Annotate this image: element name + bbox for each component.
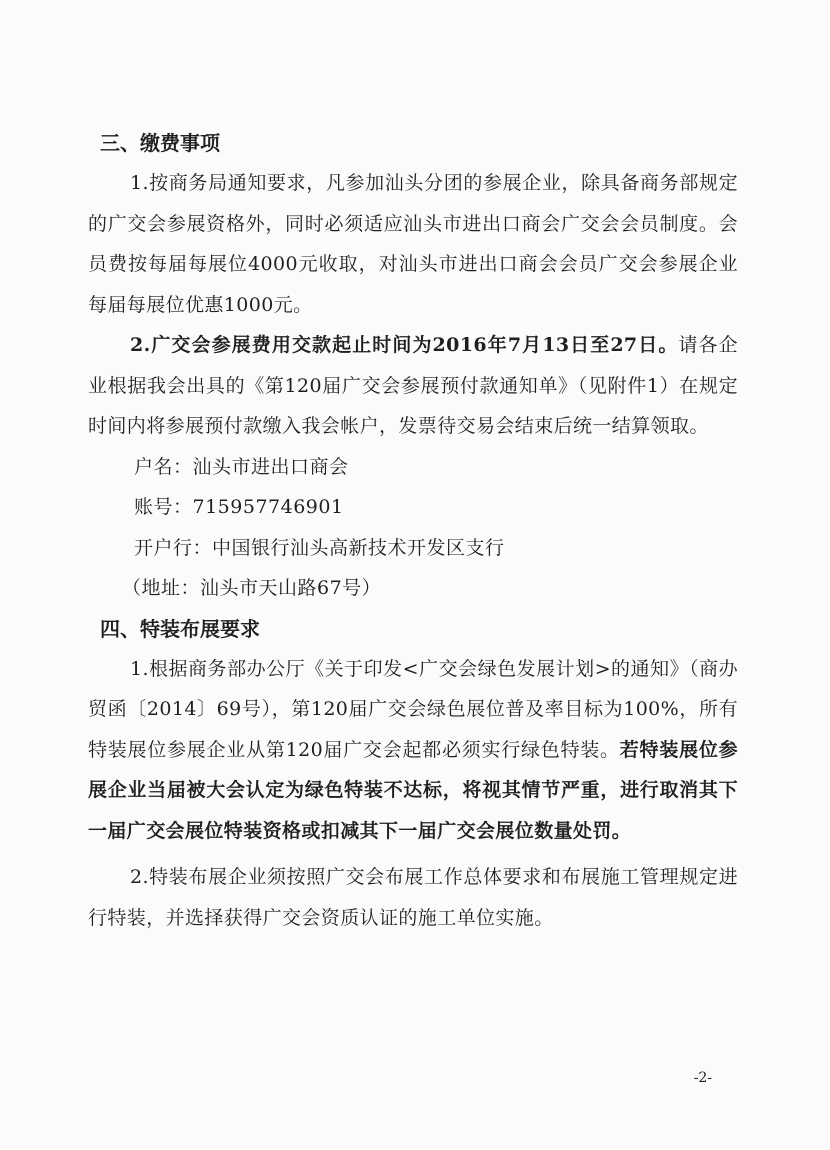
bank-name: 开户行：中国银行汕头高新技术开发区支行 — [134, 536, 505, 559]
account-name: 户名：汕头市进出口商会 — [134, 455, 349, 478]
special-booth-item-2: 2.特装布展企业须按照广交会布展工作总体要求和布展施工管理规定进行特装，并选择获得广交会资质认证的施工单位实施。 — [88, 866, 738, 929]
fees-item-2-instructions: 请各企业根据我会出具的《第120届广交会参展预付款通知单》（见附件1）在规定时间内将参展预付款缴入我会帐户，发票待交易会结束后统一结算领取。 — [88, 334, 738, 437]
fees-item-2 — [88, 325, 738, 447]
account-number: 账号：715957746901 — [134, 496, 344, 518]
section-heading-special-booth: 四、特装布展要求 — [100, 616, 260, 641]
bank-address: （地址：汕头市天山路67号） — [122, 577, 382, 599]
fees-item-2-deadline: 2.广交会参展费用交款起止时间为2016年7月13日至27日。 — [130, 334, 679, 356]
special-booth-item-1 — [88, 649, 738, 852]
special-booth-item-1-penalty: 若特装展位参展企业当届被大会认定为绿色特装不达标，将视其情节严重，进行取消其下一届广交会展位特装资格或扣减其下一届广交会展位数量处罚。 — [88, 738, 738, 842]
section-heading-fees: 三、缴费事项 — [100, 131, 220, 155]
page-number: -2- — [693, 1070, 712, 1086]
special-booth-item-1-text: 1.根据商务部办公厅《关于印发<广交会绿色发展计划>的通知》（商办贸函〔2014〕69号），第120届广交会绿色展位普及率目标为100%，所有特装展位参展企业从第120届广交会起都必须实行绿色特装。 — [88, 657, 738, 761]
document-body — [88, 123, 738, 938]
fees-item-1: 1.按商务局通知要求，凡参加汕头分团的参展企业，除具备商务部规定的广交会参展资格外，同时必须适应汕头市进出口商会广交会会员制度。会员费按每届每展位4000元收取，对汕头市进出口商会会员广交会参展企业每届每展位优惠1000元。 — [88, 172, 738, 316]
